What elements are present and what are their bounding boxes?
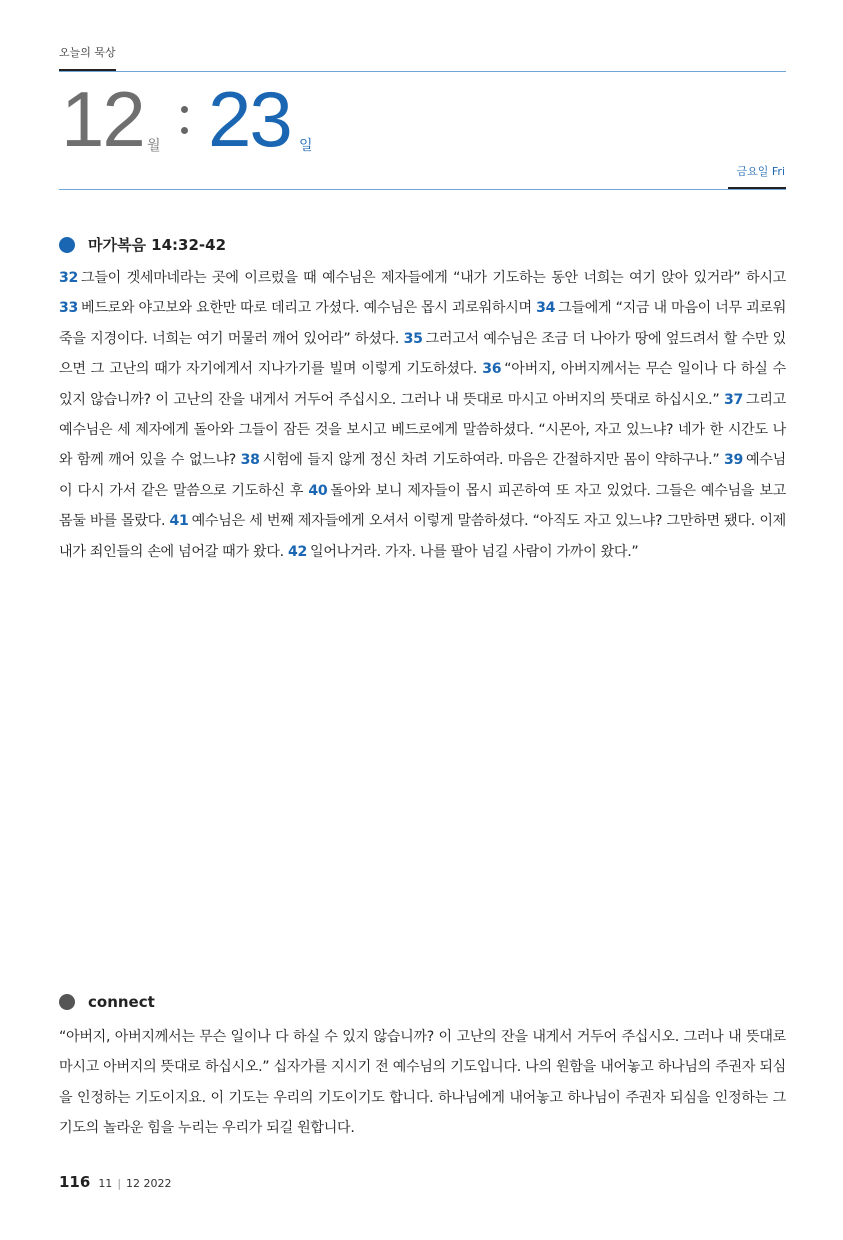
verse-text: 그들에게 “지금 내 마음이 너무 괴로워 죽을 지경이다. 너희는 여기 머물러 깨어 있어라” 하셨다. xyxy=(59,300,787,347)
page-footer xyxy=(59,1173,172,1191)
colon-separator xyxy=(181,106,189,148)
issue-date: 12 2022 xyxy=(126,1177,172,1190)
weekday-label: 금요일 Fri xyxy=(736,165,785,178)
verse-number: 36 xyxy=(482,361,502,378)
verse-text: 돌아와 보니 제자들이 몹시 피곤하여 또 자고 있었다. 그들은 예수님을 보고 몸둘 바를 몰랐다. xyxy=(59,482,786,530)
passage-reference: 마가복음 14:32-42 xyxy=(88,236,227,254)
verse-text: 그리고 예수님은 세 제자에게 돌아와 그들이 잠든 것을 보시고 베드로에게 말씀하셨다. “시몬아, 자고 있느냐? 네가 한 시간도 나와 함께 깨어 있을 수 없느냐? xyxy=(59,391,786,469)
top-rule xyxy=(59,71,786,72)
month-number: 12 xyxy=(61,75,144,163)
bullet-icon xyxy=(59,237,75,253)
scripture-passage xyxy=(59,263,786,567)
bottom-rule xyxy=(59,189,786,190)
verse-number: 40 xyxy=(308,482,328,499)
verse-text: 그들이 겟세마네라는 곳에 이르렀을 때 예수님은 제자들에게 “내가 기도하는 동안 너희는 여기 앉아 있거라” 하시고 xyxy=(81,270,786,286)
verse-text: 시험에 들지 않게 정신 차려 기도하여라. 마음은 간절하지만 몸이 약하구나.” xyxy=(262,452,720,469)
header-label: 오늘의 묵상 xyxy=(59,46,116,59)
day-number: 23 xyxy=(208,75,291,163)
verse-text: 일어나거라. 가자. 나를 팔아 넘길 사람이 가까이 왔다.” xyxy=(310,543,639,560)
verse-number: 32 xyxy=(59,270,79,286)
day-unit: 일 xyxy=(299,138,313,154)
verse-text: 예수님이 다시 가서 같은 말씀으로 기도하신 후 xyxy=(59,452,786,499)
verse-number: 39 xyxy=(724,452,744,469)
connect-text: “아버지, 아버지께서는 무슨 일이나 다 하실 수 있지 않습니까? 이 고난의 잔을 내게서 거두어 주십시오. 그러나 내 뜻대로 마시고 아버지의 뜻대로 하십시오.” 십자가를 지시기 전 예수님의 기도입니다. 나의 원함을 내어놓고 하나님의 주권자 되심을 인정하는 기도이지요. 이 기도는 우리의 기도이기도 합니다. 하나님에게 내어놓고 하나님이 주권자 되심을 인정하는 그 기도의 놀라운 힘을 누리는 우리가 되길 원합니다. xyxy=(59,1029,786,1137)
verse-number: 41 xyxy=(169,513,189,530)
verse-number: 37 xyxy=(724,391,744,408)
verse-number: 42 xyxy=(288,543,308,560)
verse-text: “아버지, 아버지께서는 무슨 일이나 다 하실 수 있지 않습니까? 이 고난의 잔을 내게서 거두어 주십시오. 그러나 내 뜻대로 마시고 아버지의 뜻대로 하십시오.” xyxy=(59,361,786,408)
month-unit: 월 xyxy=(147,138,161,154)
verse-text: 그러고서 예수님은 조금 더 나아가 땅에 엎드려서 할 수만 있으면 그 고난의 때가 자기에게서 지나가기를 빌며 이렇게 기도하셨다. xyxy=(59,330,786,378)
verse-number: 33 xyxy=(59,300,79,317)
verse-text: 예수님은 세 번째 제자들에게 오셔서 이렇게 말씀하셨다. “아직도 자고 있느냐? 그만하면 됐다. 이제 내가 죄인들의 손에 넘어갈 때가 왔다. xyxy=(59,513,786,560)
connect-heading xyxy=(59,993,155,1011)
verse-number: 35 xyxy=(403,330,423,347)
connect-title: connect xyxy=(88,993,155,1011)
footer-separator: | xyxy=(117,1177,122,1190)
verse-text: 베드로와 야고보와 요한만 따로 데리고 가셨다. 예수님은 몹시 괴로워하시며 xyxy=(81,300,532,317)
page-number: 116 xyxy=(59,1173,91,1191)
bullet-icon xyxy=(59,994,75,1010)
verse-number: 38 xyxy=(240,452,260,469)
passage-heading xyxy=(59,234,226,255)
issue-month: 11 xyxy=(98,1177,113,1190)
verse-number: 34 xyxy=(536,300,556,317)
